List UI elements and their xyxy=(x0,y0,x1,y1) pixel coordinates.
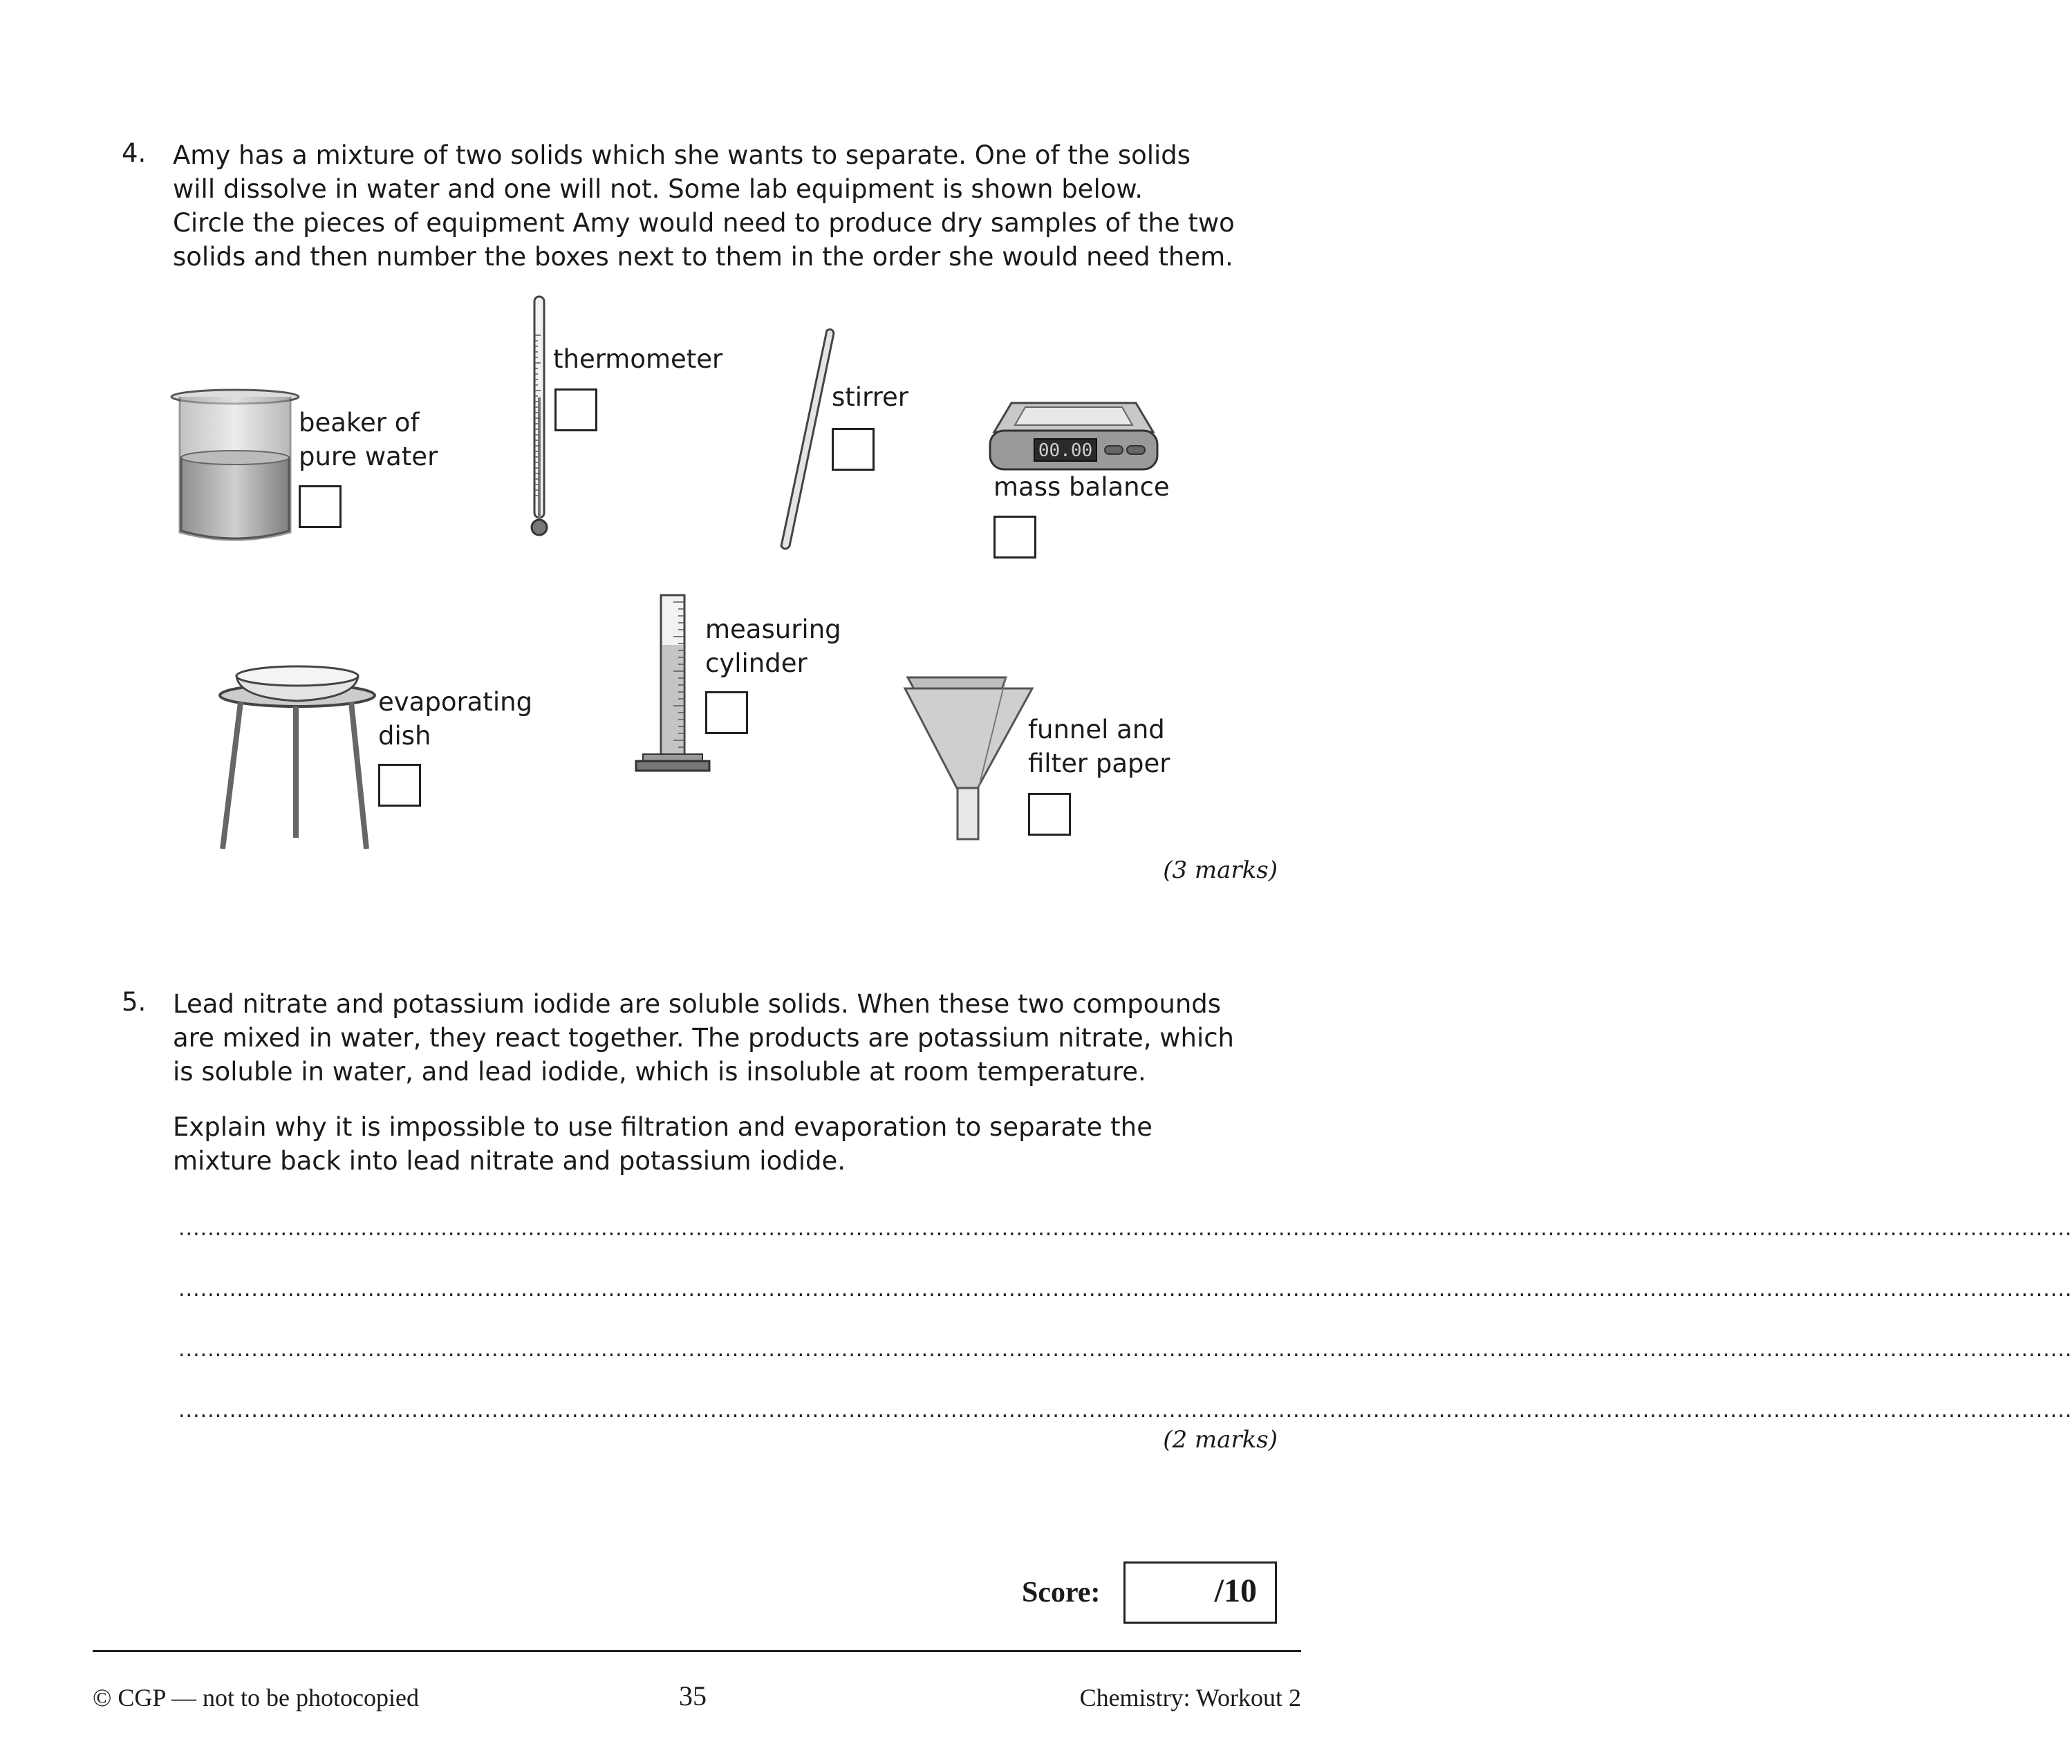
answer-line-4[interactable]: .................................................................................................................................................................................................................................................................... xyxy=(178,1398,2072,1423)
evaporating-dish-label: evaporating dish xyxy=(378,687,533,751)
thermometer-label: thermometer xyxy=(553,344,723,374)
score-box[interactable] xyxy=(1123,1561,1277,1624)
q5-number: 5. xyxy=(122,987,147,1017)
thermometer-icon xyxy=(525,294,553,543)
thermometer-order-box[interactable] xyxy=(554,388,597,431)
funnel-label: funnel and filter paper xyxy=(1028,715,1170,778)
mass-balance-label: mass balance xyxy=(993,472,1170,502)
beaker-order-box[interactable] xyxy=(299,485,342,528)
footer-rule xyxy=(93,1650,1301,1652)
mass-balance-icon xyxy=(987,397,1160,473)
score-value: /10 xyxy=(1214,1573,1257,1609)
measuring-cylinder-order-box[interactable] xyxy=(705,691,748,734)
answer-line-2[interactable]: .................................................................................................................................................................................................................................................................... xyxy=(178,1277,2072,1302)
q5-prompt: Explain why it is impossible to use filtration and evaporation to separate the mixture back into lead nitrate and potassium iodide. xyxy=(173,1112,1152,1176)
q4-text: Amy has a mixture of two solids which she wants to separate. One of the solids will dissolve in water and one will not. Some lab equipment is shown below. Circle the pieces of equipment Amy would need to produce dry samples of the two solids and then number the boxes next to them in the order she would need them. xyxy=(173,140,1235,272)
stirrer-order-box[interactable] xyxy=(832,428,875,471)
q5-marks: (2 marks) xyxy=(1163,1426,1278,1454)
mass-balance-order-box[interactable] xyxy=(993,516,1036,559)
funnel-icon xyxy=(902,670,1037,843)
q5-text: Lead nitrate and potassium iodide are soluble solids. When these two compounds are mixed in water, they react together. The products are potassium nitrate, which is soluble in water, and lead iodide, which is insoluble at room temperature. xyxy=(173,989,1235,1087)
evaporating-dish-icon xyxy=(207,657,387,857)
answer-line-3[interactable]: .................................................................................................................................................................................................................................................................... xyxy=(178,1338,2072,1362)
q4-number: 4. xyxy=(122,138,147,168)
stirrer-label: stirrer xyxy=(832,382,908,412)
beaker-icon xyxy=(166,387,304,546)
q4-marks: (3 marks) xyxy=(1163,856,1278,884)
beaker-label: beaker of pure water xyxy=(299,408,438,471)
score-label: Score: xyxy=(1022,1577,1101,1608)
funnel-order-box[interactable] xyxy=(1028,793,1071,836)
answer-line-1[interactable]: .................................................................................................................................................................................................................................................................... xyxy=(178,1217,2072,1241)
balance-display-readout: 00.00 xyxy=(1038,440,1093,461)
measuring-cylinder-icon xyxy=(635,591,711,778)
footer-book-title: Chemistry: Workout 2 xyxy=(1079,1684,1301,1711)
footer-copyright: © CGP — not to be photocopied xyxy=(93,1684,419,1711)
measuring-cylinder-label: measuring cylinder xyxy=(705,614,841,678)
evaporating-dish-order-box[interactable] xyxy=(378,764,421,807)
footer-page-number: 35 xyxy=(679,1680,707,1711)
